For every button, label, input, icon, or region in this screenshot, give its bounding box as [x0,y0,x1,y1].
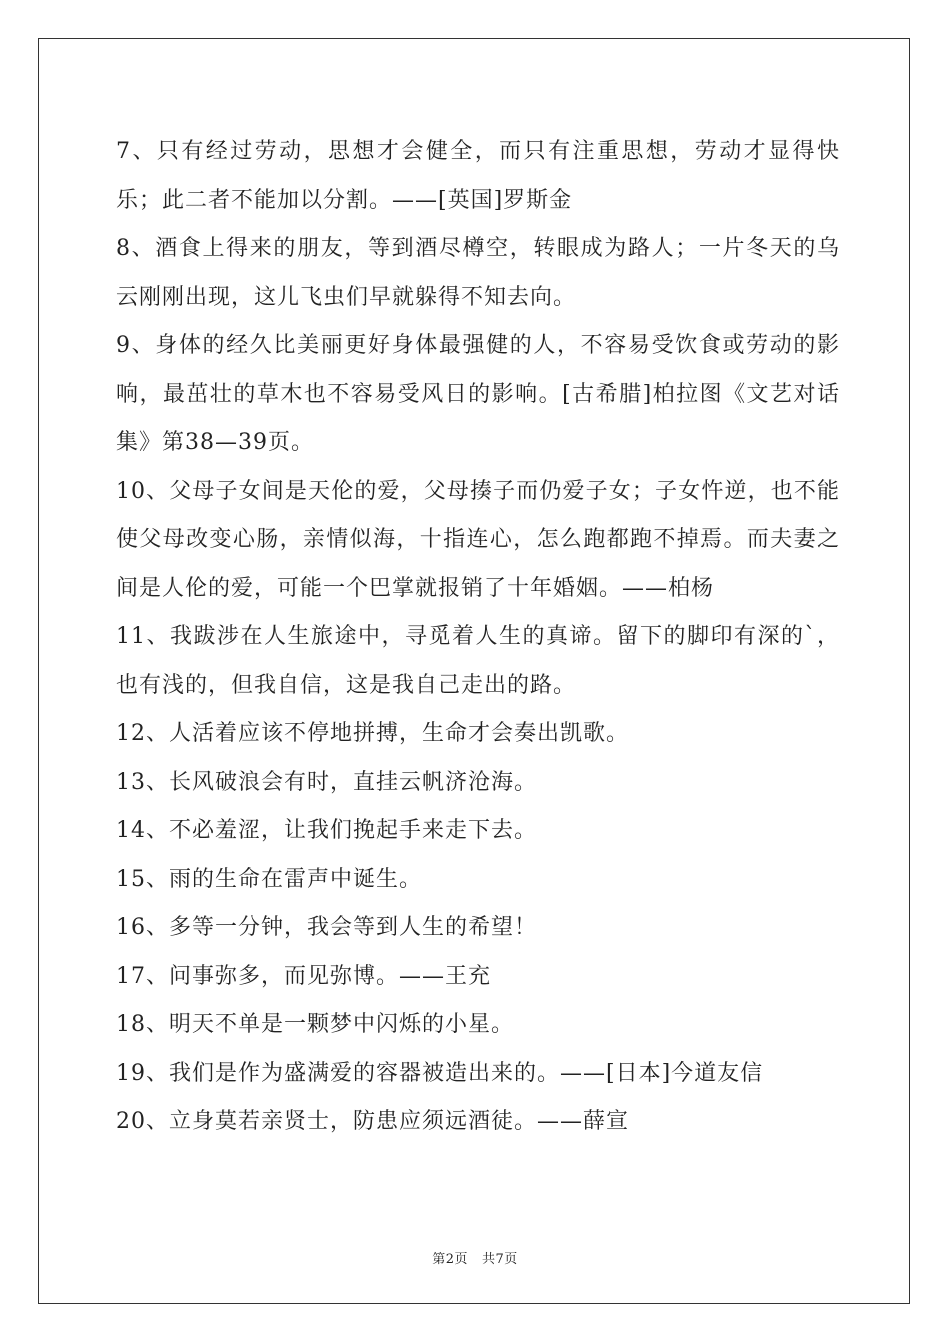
page-number-current: 第2页 [432,1252,468,1267]
paragraph-13: 13、长风破浪会有时，直挂云帆济沧海。 [116,769,537,795]
document-body [116,128,840,1147]
paragraph-7: 7、只有经过劳动，思想才会健全，而只有注重思想，劳动才显得快乐；此二者不能加以分割。——[英国]罗斯金 [116,139,840,213]
paragraph-11: 11、我跋涉在人生旅途中，寻觅着人生的真谛。留下的脚印有深的`，也有浅的，但我自信，这是我自己走出的路。 [116,624,840,698]
page-number-total: 共7页 [482,1252,518,1267]
paragraph-20: 20、立身莫若亲贤士，防患应须远酒徒。——薛宣 [116,1109,629,1134]
paragraph-12: 12、人活着应该不停地拼搏，生命才会奏出凯歌。 [116,721,629,746]
paragraph-8: 8、酒食上得来的朋友，等到酒尽樽空，转眼成为路人；一片冬天的乌云刚刚出现，这儿飞虫们早就躲得不知去向。 [116,236,840,310]
paragraph-18: 18、明天不单是一颗梦中闪烁的小星。 [116,1012,514,1037]
paragraph-10: 10、父母子女间是天伦的爱，父母揍子而仍爱子女；子女忤逆，也不能使父母改变心肠，亲情似海，十指连心，怎么跑都跑不掉焉。而夫妻之间是人伦的爱，可能一个巴掌就报销了十年婚姻。——柏杨 [116,478,840,601]
paragraph-19: 19、我们是作为盛满爱的容器被造出来的。——[日本]今道友信 [116,1060,764,1086]
paragraph-9: 9、身体的经久比美丽更好身体最强健的人，不容易受饮食或劳动的影响，最茁壮的草木也不容易受风日的影响。[古希腊]柏拉图《文艺对话集》第38—39页。 [116,333,840,455]
paragraph-17: 17、问事弥多，而见弥博。——王充 [116,963,491,989]
paragraph-16: 16、多等一分钟，我会等到人生的希望！ [116,915,537,940]
page-footer [0,1248,950,1267]
paragraph-15: 15、雨的生命在雷声中诞生。 [116,866,422,892]
paragraph-14: 14、不必羞涩，让我们挽起手来走下去。 [116,818,537,843]
